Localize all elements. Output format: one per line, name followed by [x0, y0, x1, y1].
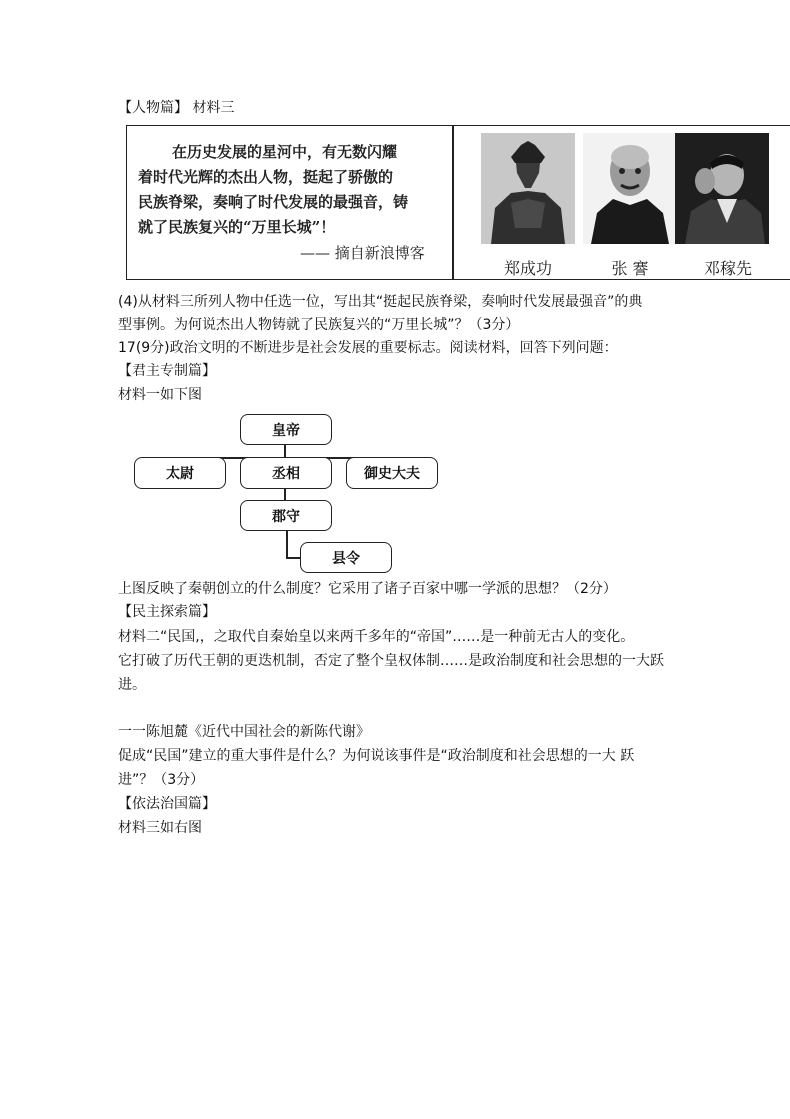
material3-law-intro: 材料三如右图 [118, 820, 202, 836]
portrait-zheng-chenggong [481, 133, 575, 244]
section-monarchy-heading: 【君主专制篇】 [118, 363, 216, 379]
section-people-heading: 【人物篇】 材料三 [118, 100, 235, 116]
quote-source: —— 摘自新浪博客 [300, 244, 425, 262]
quote-line-4: 就了民族复兴的“万里长城”！ [138, 218, 336, 236]
material2-source: 一一陈旭麓《近代中国社会的新陈代谢》 [118, 724, 370, 740]
q17-intro: 17(9分)政治文明的不断进步是社会发展的重要标志。阅读材料，回答下列问题： [118, 340, 618, 356]
material2-line-2: 它打破了历代王朝的更迭机制，否定了整个皇权体制……是政治制度和社会思想的一大跃 [118, 653, 664, 669]
statue-image [481, 133, 575, 244]
node-taiwei: 太尉 [134, 457, 226, 489]
node-prefect: 郡守 [240, 500, 332, 531]
connector-magistrate-h [286, 557, 300, 559]
portrait-zhang-jian [583, 133, 677, 244]
material1-intro: 材料一如下图 [118, 387, 202, 403]
qin-government-diagram [130, 410, 452, 576]
section-democracy-heading: 【民主探索篇】 [118, 604, 216, 620]
node-emperor: 皇帝 [240, 414, 332, 445]
caption-zheng-chenggong: 郑成功 [503, 259, 552, 278]
connector-emperor-down [284, 444, 286, 458]
question-democracy-line-2: 进”？（3分） [118, 772, 205, 788]
section-law-heading: 【依法治国篇】 [118, 796, 216, 812]
quote-line-1: 在历史发展的星河中，有无数闪耀 [172, 143, 398, 161]
material3-divider [452, 125, 454, 280]
node-chancellor: 丞相 [240, 457, 332, 489]
connector-magistrate-v [286, 530, 288, 558]
quote-line-2: 着时代光辉的杰出人物，挺起了骄傲的 [138, 168, 394, 186]
quote-line-3: 民族脊梁，奏响了时代发展的最强音，铸 [138, 193, 409, 211]
caption-deng-jiaxian: 邓稼先 [703, 259, 752, 278]
q4-line-1: (4)从材料三所列人物中任选一位，写出其“挺起民族脊梁，奏响时代发展最强音”的典 [118, 294, 643, 310]
deng-jiaxian-photo [675, 133, 769, 244]
portrait-deng-jiaxian [675, 133, 769, 244]
q4-line-2: 型事例。为何说杰出人物铸就了民族复兴的“万里长城”？（3分） [118, 317, 520, 333]
material2-line-1: 材料二“民国,，之取代自秦始皇以来两千多年的“帝国”……是一种前无古人的变化。 [118, 629, 635, 645]
caption-zhang-jian: 张 謇 [611, 259, 649, 278]
zhang-jian-photo [583, 133, 677, 244]
question-monarchy: 上图反映了秦朝创立的什么制度？它采用了诸子百家中哪一学派的思想？（2分） [118, 581, 617, 597]
question-democracy-line-1: 促成“民国”建立的重大事件是什么？为何说该事件是“政治制度和社会思想的一大 跃 [118, 748, 635, 764]
node-magistrate: 县令 [300, 542, 392, 573]
node-censor: 御史大夫 [346, 457, 438, 489]
material2-line-3: 进。 [118, 677, 146, 693]
